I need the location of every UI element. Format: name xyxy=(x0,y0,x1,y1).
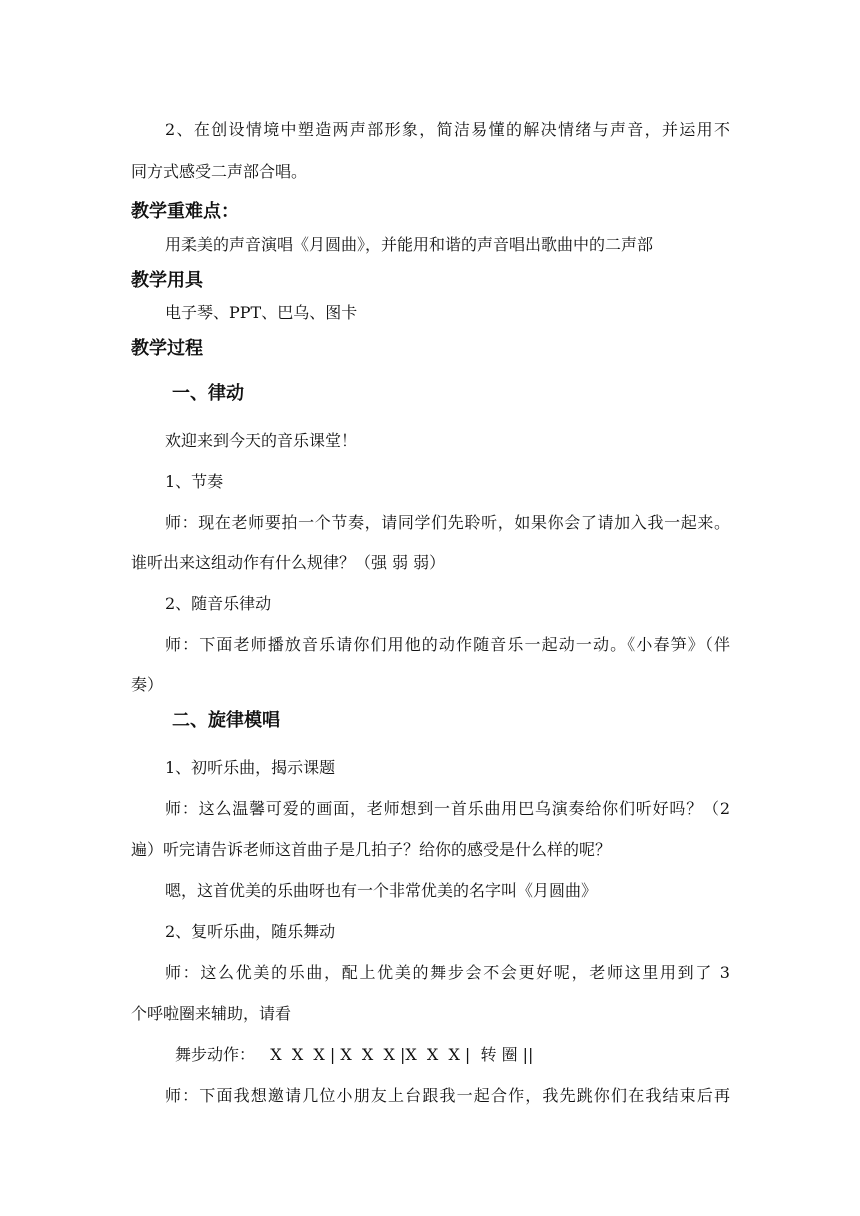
first-listen-title: 1、初听乐曲，揭示课题 xyxy=(165,758,336,777)
section-1-title: 一、律动 xyxy=(172,383,244,404)
movement-text-line-1: 师：下面老师播放音乐请你们用他的动作随音乐一起动一动。《小春笋》（伴 xyxy=(165,635,730,654)
tools-text: 电子琴、PPT、巴乌、图卡 xyxy=(165,303,358,322)
movement-title: 2、随音乐律动 xyxy=(165,594,272,613)
process-heading: 教学过程 xyxy=(131,338,203,359)
rhythm-text-line-2: 谁听出来这组动作有什么规律？（强 弱 弱） xyxy=(131,553,446,572)
rhythm-text-line-1: 师：现在老师要拍一个节奏，请同学们先聆听，如果你会了请加入我一起来。 xyxy=(165,513,730,532)
rhythm-title: 1、节奏 xyxy=(165,472,224,491)
dance-text-line-2: 个呼啦圈来辅助，请看 xyxy=(131,1004,292,1023)
dance-title: 2、复听乐曲，随乐舞动 xyxy=(165,922,336,941)
invite-text-line-1: 师：下面我想邀请几位小朋友上台跟我一起合作，我先跳你们在我结束后再 xyxy=(165,1086,730,1105)
first-listen-text-line-2: 遍）听完请告诉老师这首曲子是几拍子？给你的感受是什么样的呢？ xyxy=(131,840,612,859)
key-points-text: 用柔美的声音演唱《月圆曲》，并能用和谐的声音唱出歌曲中的二声部 xyxy=(165,235,654,254)
welcome-text: 欢迎来到今天的音乐课堂！ xyxy=(165,431,358,450)
dance-steps-notation: 舞步动作： X X X | X X X |X X X | 转 圈 || xyxy=(175,1045,534,1064)
section-2-title: 二、旋律模唱 xyxy=(172,710,280,731)
song-name-text: 嗯，这首优美的乐曲呀也有一个非常优美的名字叫《月圆曲》 xyxy=(165,881,598,900)
goal-item-2-line-2: 同方式感受二声部合唱。 xyxy=(131,162,308,181)
dance-text-line-1: 师：这么优美的乐曲，配上优美的舞步会不会更好呢，老师这里用到了 3 xyxy=(165,963,730,982)
tools-heading: 教学用具 xyxy=(131,270,203,291)
first-listen-text-line-1: 师：这么温馨可爱的画面，老师想到一首乐曲用巴乌演奏给你们听好吗？（2 xyxy=(165,799,730,818)
movement-text-line-2: 奏） xyxy=(131,675,164,694)
key-points-heading: 教学重难点： xyxy=(131,201,239,222)
goal-item-2-line-1: 2、在创设情境中塑造两声部形象，简洁易懂的解决情绪与声音，并运用不 xyxy=(165,120,730,139)
